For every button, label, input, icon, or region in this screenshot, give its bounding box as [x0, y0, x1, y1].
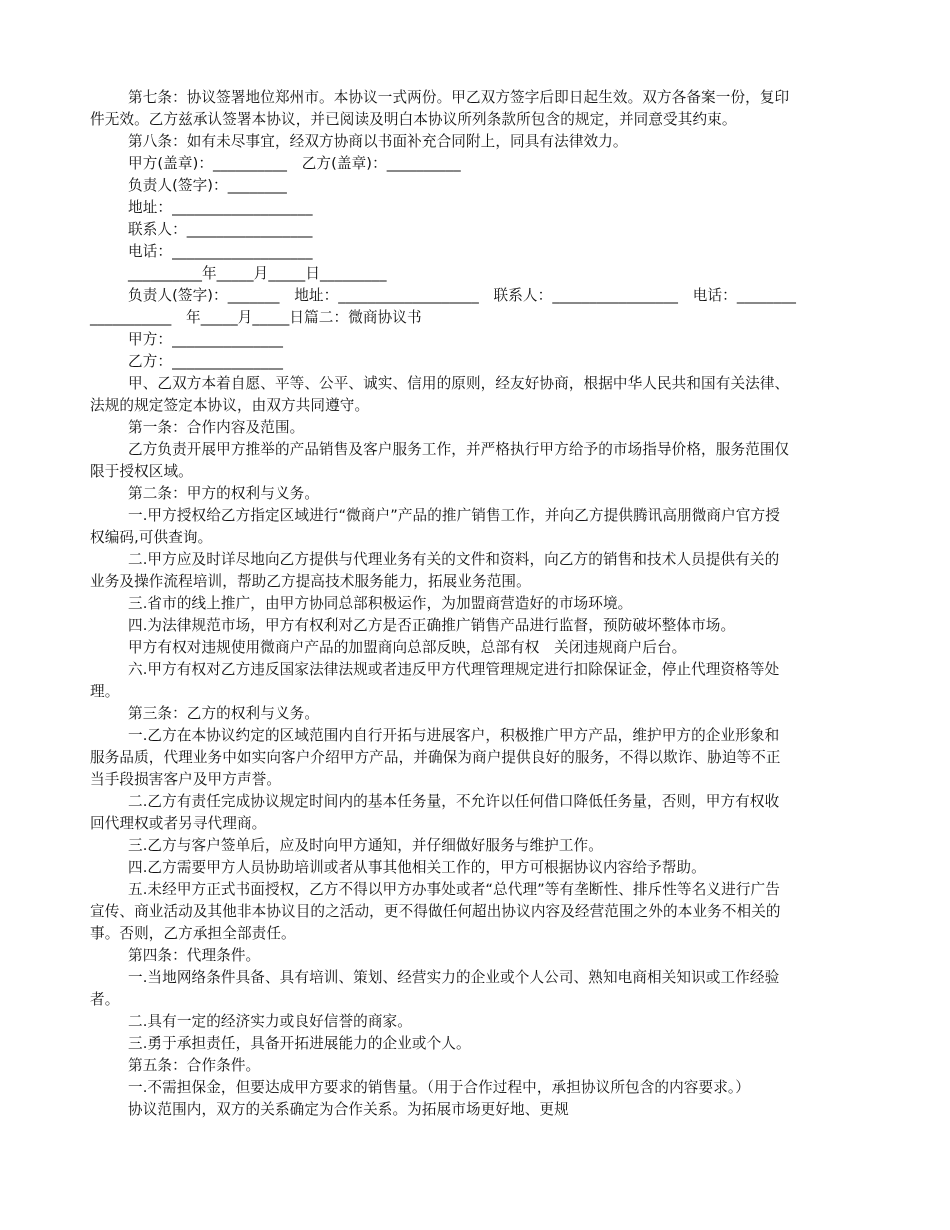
address-line: 地址：___________________ — [128, 199, 313, 216]
party-b-line: 乙方：_______________ — [128, 353, 284, 370]
article-2-item-1-line-1: 一.甲方授权给乙方指定区域进行“微商户”产品的推广销售工作，并向乙方提供腾讯高朋微商户官方授 — [128, 507, 780, 524]
article-7-line-1: 第七条：协议签署地位郑州市。本协议一式两份。甲乙双方签字后即日起生效。双方各备案一份，复印 — [128, 89, 790, 106]
date-line: __________年_____月_____日_________ — [128, 265, 387, 282]
article-3-item-5-line-2: 宣传、商业活动及其他非本协议目的之活动，更不得做任何超出协议内容及经营范围之外的本业务不相关的 — [90, 903, 781, 920]
article-2-item-4: 四.为法律规范市场，甲方有权利对乙方是否正确推广销售产品进行监督，预防破坏整体市场。 — [128, 617, 736, 634]
article-2-item-1-line-2: 权编码,可供查询。 — [90, 529, 213, 546]
contact-line: 联系人：_________________ — [128, 221, 313, 238]
article-3-item-4: 四.乙方需要甲方人员协助培训或者从事其他相关工作的，甲方可根据协议内容给予帮助。 — [128, 859, 706, 876]
preamble-line-2: 法规的规定签定本协议，由双方共同遵守。 — [90, 397, 370, 414]
article-2-item-2-line-2: 业务及操作流程培训，帮助乙方提高技术服务能力，拓展业务范围。 — [90, 573, 531, 590]
seal-line: 甲方(盖章)：__________ 乙方(盖章)：__________ — [128, 155, 461, 172]
article-2-item-6-line-2: 理。 — [90, 683, 120, 700]
article-3-item-2-line-2: 回代理权或者另寻代理商。 — [90, 815, 267, 832]
article-1-heading: 第一条：合作内容及范围。 — [128, 419, 305, 436]
article-5-heading: 第五条：合作条件。 — [128, 1057, 261, 1074]
article-8: 第八条：如有未尽事宜，经双方协商以书面补充合同附上，同具有法律效力。 — [128, 133, 628, 150]
article-5-body: 协议范围内，双方的关系确定为合作关系。为拓展市场更好地、更规 — [128, 1101, 569, 1118]
article-7-line-2: 件无效。乙方兹承认签署本协议，并已阅读及明白本协议所列条款所包含的规定，并同意受其约束。 — [90, 111, 737, 128]
article-4-heading: 第四条：代理条件。 — [128, 947, 261, 964]
article-3-item-1-line-1: 一.乙方在本协议约定的区域范围内自行开拓与进展客户，积极推广甲方产品，维护甲方的企业形象和 — [128, 727, 780, 744]
signatory-line: 负责人(签字)：________ — [128, 177, 287, 194]
article-2-item-2-line-1: 二.甲方应及时详尽地向乙方提供与代理业务有关的文件和资料，向乙方的销售和技术人员提供有关的 — [128, 551, 780, 568]
phone-line: 电话：___________________ — [128, 243, 313, 260]
article-1-body-2: 限于授权区域。 — [90, 463, 193, 480]
article-1-body-1: 乙方负责开展甲方推举的产品销售及客户服务工作，并严格执行甲方给予的市场指导价格，服务范围仅 — [128, 441, 790, 458]
article-3-item-5-line-3: 事。否则，乙方承担全部责任。 — [90, 925, 296, 942]
article-3-item-2-line-1: 二.乙方有责任完成协议规定时间内的基本任务量，不允许以任何借口降低任务量，否则，甲方有权收 — [128, 793, 780, 810]
date-and-part2-title: ___________ 年_____月_____日篇二：微商协议书 — [90, 309, 422, 326]
article-2-item-3: 三.省市的线上推广，由甲方协同总部积极运作，为加盟商营造好的市场环境。 — [128, 595, 633, 612]
preamble-line-1: 甲、乙双方本着自愿、平等、公平、诚实、信用的原则，经友好协商，根据中华人民共和国有关法律、 — [128, 375, 790, 392]
article-3-heading: 第三条：乙方的权利与义务。 — [128, 705, 320, 722]
article-4-item-3: 三.勇于承担责任，具备开拓进展能力的企业或个人。 — [128, 1035, 471, 1052]
article-5-item-1: 一.不需担保金，但要达成甲方要求的销售量。（用于合作过程中，承担协议所包含的内容要求。） — [128, 1079, 750, 1096]
article-2-item-6-line-1: 六.甲方有权对乙方违反国家法律法规或者违反甲方代理管理规定进行扣除保证金，停止代理资格等处 — [128, 661, 780, 678]
article-3-item-5-line-1: 五.未经甲方正式书面授权，乙方不得以甲方办事处或者“总代理”等有垄断性、排斥性等名义进行广告 — [128, 881, 780, 898]
article-3-item-3: 三.乙方与客户签单后，应及时向甲方通知，并仔细做好服务与维护工作。 — [128, 837, 603, 854]
article-3-item-1-line-2: 服务品质，代理业务中如实向客户介绍甲方产品，并确保为商户提供良好的服务，不得以欺诈、胁迫等不正 — [90, 749, 781, 766]
article-4-item-2: 二.具有一定的经济实力或良好信誉的商家。 — [128, 1013, 412, 1030]
article-4-item-1-line-2: 者。 — [90, 991, 120, 1008]
article-2-heading: 第二条：甲方的权利与义务。 — [128, 485, 320, 502]
article-4-item-1-line-1: 一.当地网络条件具备、具有培训、策划、经营实力的企业或个人公司、熟知电商相关知识或工作经验 — [128, 969, 780, 986]
article-2-item-5: 甲方有权对违规使用微商户产品的加盟商向总部反映，总部有权 关闭违规商户后台。 — [128, 639, 687, 656]
party-a-line: 甲方：_______________ — [128, 331, 284, 348]
article-3-item-1-line-3: 当手段损害客户及甲方声誉。 — [90, 771, 282, 788]
party-b-info-line: 负责人(签字)：_______ 地址：___________________ 联系人：_________________ 电话：________ — [128, 287, 797, 304]
